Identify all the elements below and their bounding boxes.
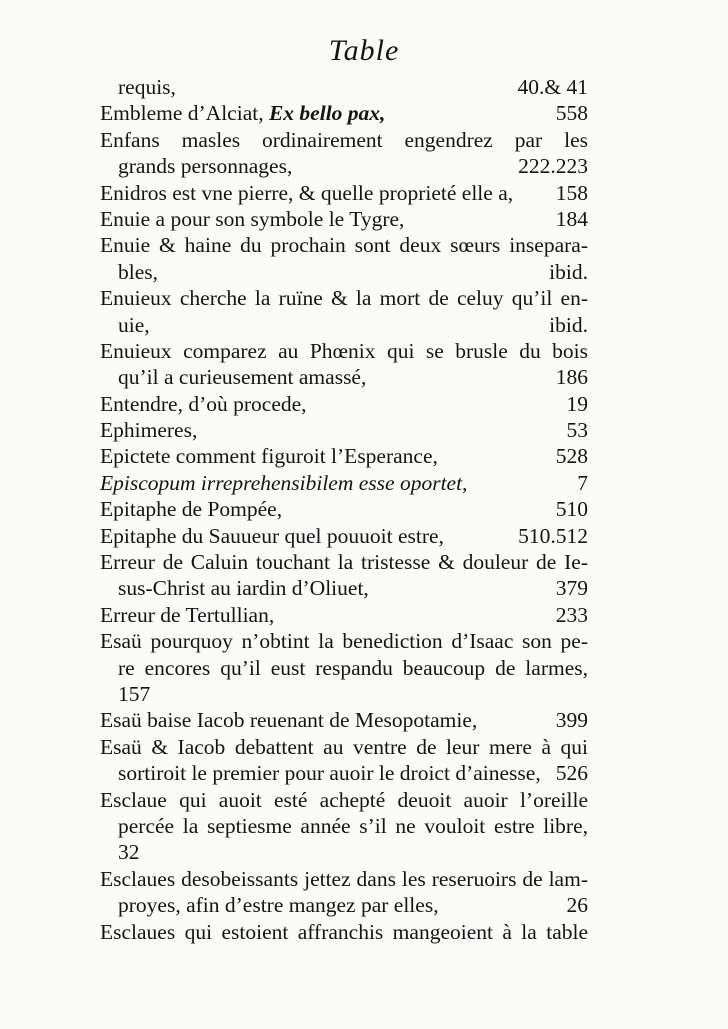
page-title: Table	[328, 34, 400, 67]
entry-label: Esclaue qui auoit esté achepté deuoit auoir l’oreille	[100, 787, 588, 812]
entry-page-ref: ibid.	[549, 312, 588, 337]
entry-text	[100, 788, 588, 812]
entry-page-ref: 7	[577, 470, 588, 495]
index-entry	[100, 549, 588, 575]
entry-label: uie,	[118, 312, 150, 337]
entry-text	[100, 629, 588, 653]
entry-label: Enuieux cherche la ruïne & la mort de celuy qu’il en-	[100, 286, 588, 311]
index-entry	[100, 839, 588, 865]
index-entry	[100, 127, 588, 153]
entry-text	[100, 602, 274, 628]
index-entry	[100, 259, 588, 285]
index-entry	[100, 681, 588, 707]
entry-text	[100, 470, 467, 496]
index-entry	[100, 866, 588, 892]
entry-text	[118, 364, 366, 390]
entry-label: Erreur de Caluin touchant la tristesse & douleur de Ie-	[100, 550, 588, 575]
entry-label: 157	[118, 681, 151, 706]
entry-page-ref: 558	[555, 101, 588, 126]
index-entry	[100, 364, 588, 390]
index-entry	[100, 285, 588, 311]
index-entry	[100, 74, 588, 100]
entry-label: requis,	[118, 75, 176, 99]
index-entry	[100, 417, 588, 443]
entry-text	[100, 920, 588, 944]
entry-label: Epitaphe de Pompée,	[100, 497, 283, 522]
entry-label: Esclaues desobeissants jettez dans les reseruoirs de lam-	[100, 866, 588, 891]
entry-page-ref: 186	[555, 365, 588, 390]
index-entry	[100, 575, 588, 601]
entry-latin-phrase: Episcopum irreprehensibilem esse oportet,	[100, 470, 468, 495]
entry-label: Ephimeres,	[100, 418, 198, 443]
entry-label: 32	[118, 840, 140, 865]
index-entry	[100, 100, 588, 126]
entry-text	[100, 417, 197, 443]
index-entry	[100, 892, 588, 918]
entry-text	[100, 100, 385, 126]
index-entry	[100, 338, 588, 364]
entry-page-ref: 510.512	[518, 523, 588, 548]
entry-label: Enuie & haine du prochain sont deux sœurs insepara-	[100, 233, 588, 258]
index-entry	[100, 470, 588, 496]
index-entry	[100, 707, 588, 733]
entry-label: Epitaphe du Sauueur quel pouuoit estre,	[100, 523, 444, 548]
entry-label: Enuieux comparez au Phœnix qui se brusle du bois	[100, 338, 588, 363]
entry-text	[100, 339, 588, 363]
index-list	[100, 74, 588, 945]
entry-label: Esaü pourquoy n’obtint la benediction d’Isaac son pe-	[100, 629, 588, 654]
index-entry	[100, 760, 588, 786]
index-entry	[100, 523, 588, 549]
index-entry	[100, 787, 588, 813]
index-entry	[100, 180, 588, 206]
entry-text	[118, 74, 176, 100]
entry-text	[100, 550, 588, 574]
entry-page-ref: 40.& 41	[517, 75, 588, 99]
entry-text	[100, 443, 438, 469]
entry-label: Enidros est vne pierre, & quelle proprieté elle a,	[100, 180, 514, 205]
entry-page-ref: 26	[566, 893, 588, 918]
entry-label: Erreur de Tertullian,	[100, 602, 275, 627]
index-entry	[100, 655, 588, 681]
entry-page-ref: ibid.	[549, 259, 588, 284]
entry-label: Esaü & Iacob debattent au ventre de leur mere à qui	[100, 734, 588, 759]
entry-page-ref: 222.223	[518, 154, 588, 179]
entry-text	[118, 153, 292, 179]
entry-text	[100, 867, 588, 891]
entry-page-ref: 53	[566, 418, 588, 443]
entry-page-ref: 528	[555, 444, 588, 469]
entry-label: sortiroit le premier pour auoir le droict d’ainesse,	[118, 761, 541, 786]
entry-label: bles,	[118, 259, 159, 284]
index-entry	[100, 153, 588, 179]
entry-text	[100, 233, 588, 257]
entry-label: Embleme d’Alciat,	[100, 101, 264, 126]
entry-label: Epictete comment figuroit l’Esperance,	[100, 444, 438, 469]
entry-text	[118, 656, 588, 680]
index-entry	[100, 391, 588, 417]
index-entry	[100, 206, 588, 232]
entry-label: Enfans masles ordinairement engendrez par les	[100, 127, 588, 152]
entry-text	[118, 892, 439, 918]
entry-text	[118, 312, 150, 338]
index-entry	[100, 602, 588, 628]
entry-text	[100, 735, 588, 759]
index-entry	[100, 628, 588, 654]
entry-text	[118, 814, 588, 838]
entry-page-ref: 399	[555, 708, 588, 733]
entry-text	[100, 180, 513, 206]
entry-label: Entendre, d’où procede,	[100, 391, 307, 416]
index-entry	[100, 813, 588, 839]
entry-page-ref: 379	[555, 576, 588, 601]
entry-text	[100, 286, 588, 310]
entry-label: percée la septiesme année s’il ne vouloit estre libre,	[118, 813, 588, 838]
entry-label: Enuie a pour son symbole le Tygre,	[100, 206, 405, 231]
entry-text	[100, 206, 404, 232]
index-entry	[100, 919, 588, 945]
entry-page-ref: 158	[555, 180, 588, 205]
entry-text	[118, 839, 140, 865]
entry-page-ref: 526	[555, 761, 588, 786]
entry-text	[118, 575, 369, 601]
entry-latin-phrase: Ex bello pax,	[263, 101, 386, 126]
entry-text	[100, 496, 282, 522]
entry-label: Esclaues qui estoient affranchis mangeoient à la table	[100, 919, 588, 944]
entry-text	[100, 391, 307, 417]
entry-page-ref: 184	[555, 206, 588, 231]
entry-label: qu’il a curieusement amassé,	[118, 365, 367, 390]
entry-page-ref: 19	[566, 391, 588, 416]
entry-label: Esaü baise Iacob reuenant de Mesopotamie,	[100, 708, 478, 733]
entry-text	[100, 128, 588, 152]
entry-text	[100, 523, 444, 549]
entry-text	[118, 681, 150, 707]
entry-label: sus-Christ au iardin d’Oliuet,	[118, 576, 369, 601]
index-entry	[100, 312, 588, 338]
entry-text	[100, 707, 477, 733]
index-entry	[100, 734, 588, 760]
index-entry	[100, 232, 588, 258]
entry-page-ref: 233	[555, 602, 588, 627]
entry-label: grands personnages,	[118, 154, 293, 179]
entry-page-ref: 510	[555, 497, 588, 522]
entry-label: proyes, afin d’estre mangez par elles,	[118, 893, 439, 918]
entry-text	[118, 760, 541, 786]
index-entry	[100, 443, 588, 469]
entry-label: re encores qu’il eust respandu beaucoup de larmes,	[118, 655, 588, 680]
index-entry	[100, 496, 588, 522]
entry-text	[118, 259, 158, 285]
